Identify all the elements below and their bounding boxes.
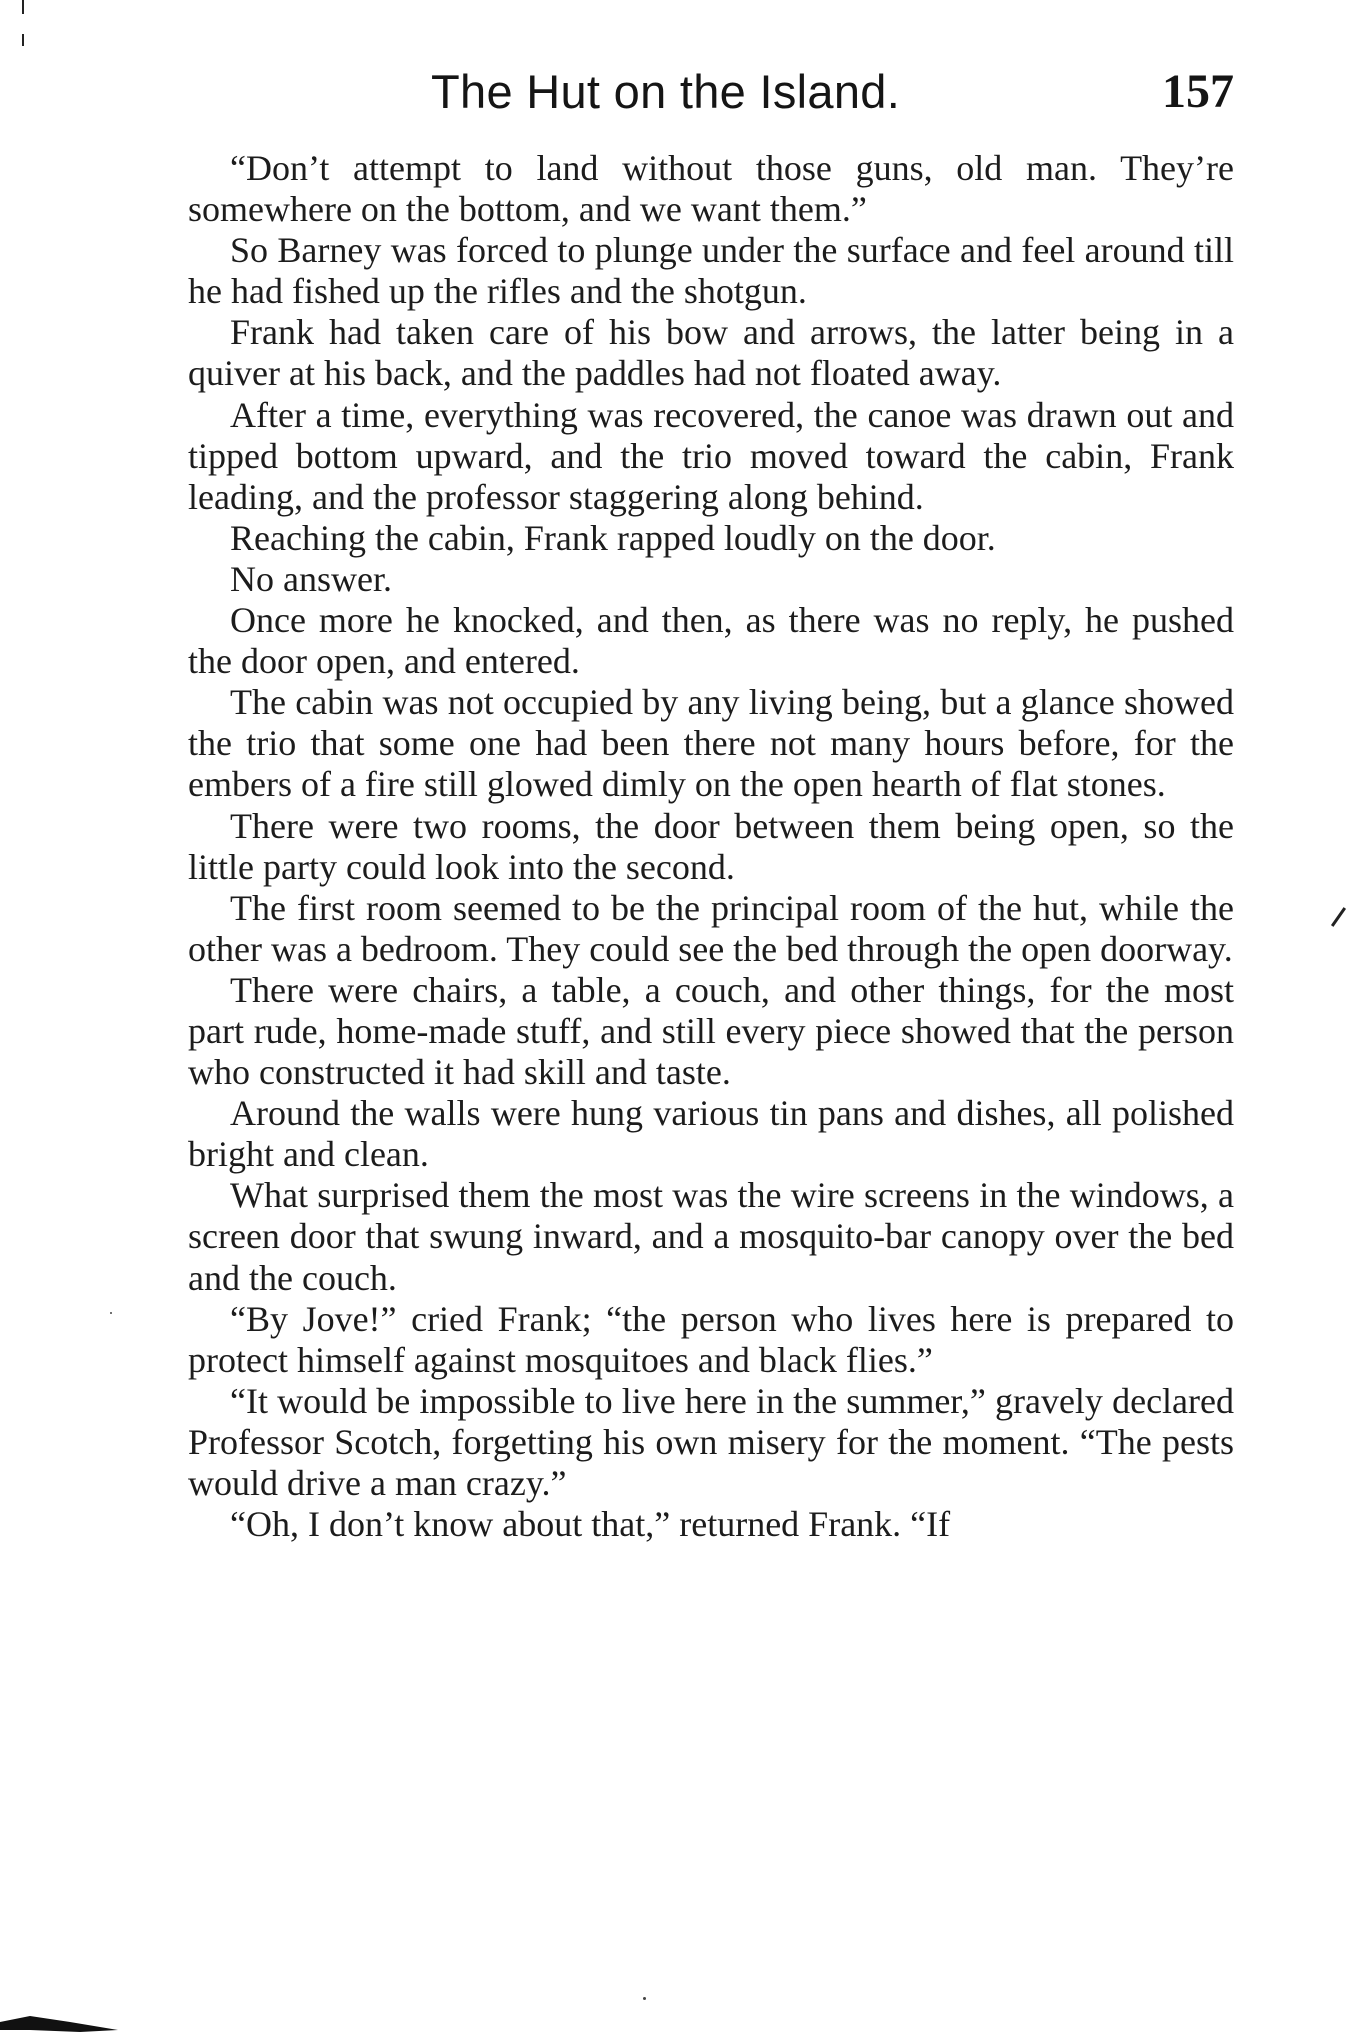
paragraph: The cabin was not occupied by any living being, but a glance showed the trio that some one had been there not many hours before, for the embers of a fire still glowed dimly on the open hearth of flat stones. [188, 682, 1234, 805]
paragraph: Around the walls were hung various tin pans and dishes, all polished bright and clean. [188, 1093, 1234, 1175]
scan-speck [643, 1997, 646, 2000]
paragraph: No answer. [230, 558, 392, 599]
paragraph: There were chairs, a table, a couch, and other things, for the most part rude, home-made stuff, and still every piece showed that the person who constructed it had skill and taste. [188, 969, 1234, 1093]
paragraph: Frank had taken care of his bow and arrows, the latter being in a quiver at his back, and the paddles had not floated away. [188, 312, 1234, 394]
paragraph: “It would be impossible to live here in the summer,” gravely declared Professor Scotch, forgetting his own misery for the moment. “The pests would drive a man crazy.” [188, 1380, 1234, 1503]
paragraph: So Barney was forced to plunge under the surface and feel around till he had fished up the rifles and the shotgun. [188, 230, 1234, 312]
scan-mark-top-left [22, 0, 24, 14]
paragraph: “Don’t attempt to land without those guns, old man. They’re somewhere on the bottom, and we want them.” [188, 148, 1234, 230]
body-text [188, 148, 1234, 1545]
paragraph: After a time, everything was recovered, the canoe was drawn out and tipped bottom upward, and the trio moved toward the cabin, Frank leading, and the professor staggering along behind. [188, 394, 1234, 517]
scan-smudge-bottom-left [0, 2008, 130, 2038]
scan-mark-left [22, 34, 24, 46]
running-title: The Hut on the Island. [431, 65, 901, 118]
paragraph: What surprised them the most was the wire screens in the windows, a screen door that swung inward, and a mosquito-bar canopy over the bed and the couch. [188, 1175, 1234, 1298]
page-number: 157 [1162, 65, 1234, 118]
paragraph: Reaching the cabin, Frank rapped loudly on the door. [230, 517, 996, 558]
scan-mark-right [1331, 907, 1346, 927]
paragraph: Once more he knocked, and then, as there was no reply, he pushed the door open, and entered. [188, 600, 1234, 682]
paragraph: “By Jove!” cried Frank; “the person who lives here is prepared to protect himself against mosquitoes and black flies.” [188, 1298, 1234, 1380]
scan-speck [110, 1312, 112, 1314]
page-header [188, 58, 1234, 128]
paragraph: “Oh, I don’t know about that,” returned Frank. “If [230, 1504, 951, 1545]
paragraph: There were two rooms, the door between them being open, so the little party could look into the second. [188, 805, 1234, 887]
paragraph: The first room seemed to be the principal room of the hut, while the other was a bedroom. They could see the bed through the open doorway. [188, 887, 1234, 969]
